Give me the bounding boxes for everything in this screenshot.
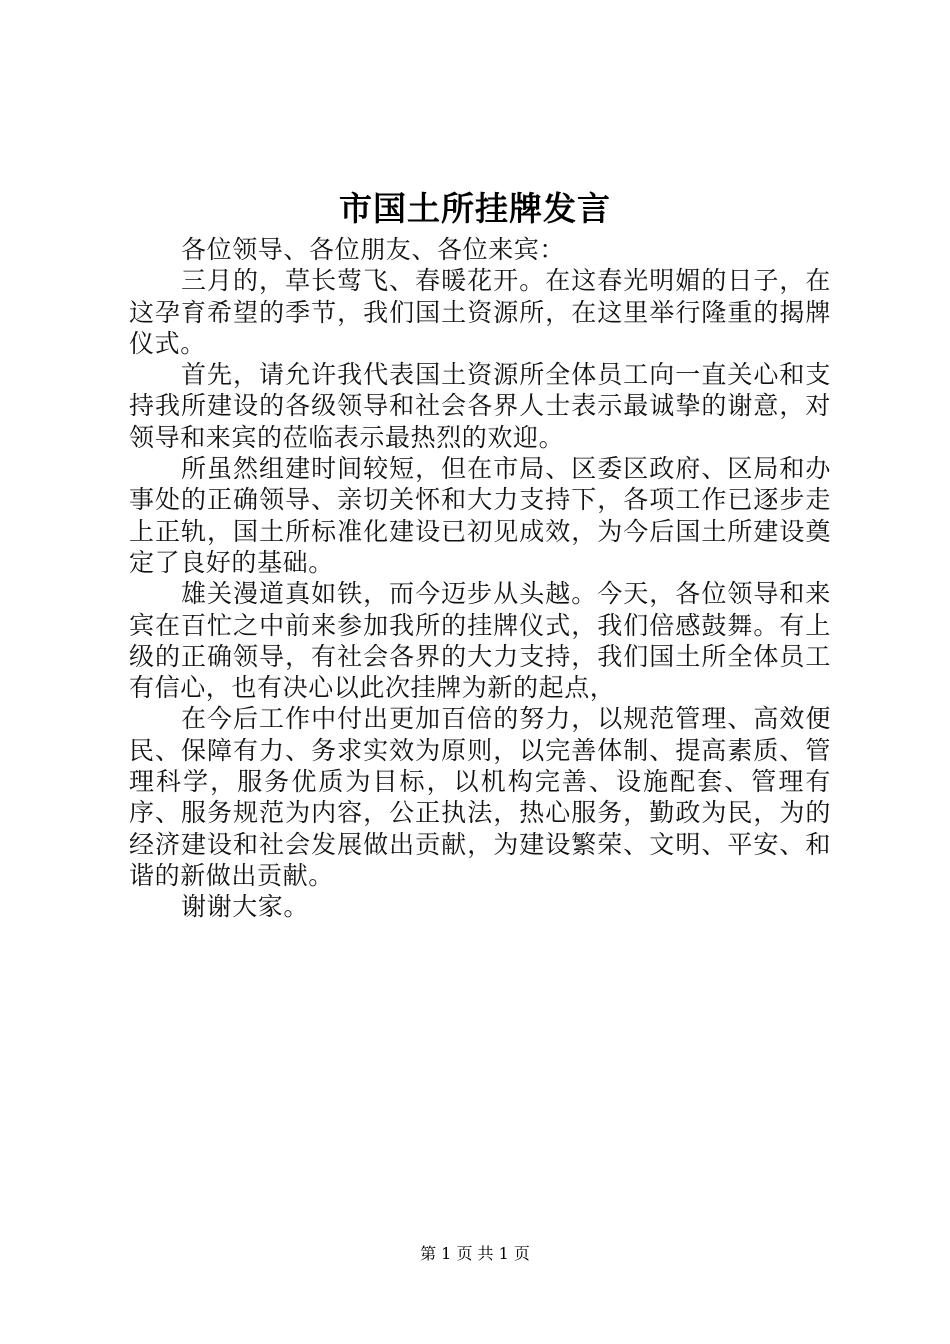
body-paragraph: 首先，请允许我代表国土资源所全体员工向一直关心和支持我所建设的各级领导和社会各界人士表示最诚挚的谢意，对领导和来宾的莅临表示最热烈的欢迎。 xyxy=(129,360,831,452)
body-paragraph: 雄关漫道真如铁，而今迈步从头越。今天，各位领导和来宾在百忙之中前来参加我所的挂牌仪式，我们倍感鼓舞。有上级的正确领导，有社会各界的大力支持，我们国土所全体员工有信心，也有决心以此次挂牌为新的起点， xyxy=(129,579,831,703)
page-number-footer: 第 1 页 共 1 页 xyxy=(420,1244,530,1263)
closing-paragraph: 谢谢大家。 xyxy=(181,892,310,922)
body-paragraph: 所虽然组建时间较短，但在市局、区委区政府、区局和办事处的正确领导、亲切关怀和大力支持下，各项工作已逐步走上正轨，国土所标准化建设已初见成效，为今后国土所建设奠定了良好的基础。 xyxy=(129,454,831,577)
document-body xyxy=(129,234,831,923)
salutation-paragraph: 各位领导、各位朋友、各位来宾： xyxy=(181,235,566,264)
document-title: 市国土所挂牌发言 xyxy=(339,189,611,228)
body-paragraph: 在今后工作中付出更加百倍的努力，以规范管理、高效便民、保障有力、务求实效为原则，以完善体制、提高素质、管理科学，服务优质为目标，以机构完善、设施配套、管理有序、服务规范为内容，公正执法，热心服务，勤政为民，为的经济建设和社会发展做出贡献，为建设繁荣、文明、平安、和谐的新做出贡献。 xyxy=(129,704,831,890)
body-paragraph: 三月的，草长莺飞、春暖花开。在这春光明媚的日子，在这孕育希望的季节，我们国土资源所，在这里举行隆重的揭牌仪式。 xyxy=(129,266,831,358)
